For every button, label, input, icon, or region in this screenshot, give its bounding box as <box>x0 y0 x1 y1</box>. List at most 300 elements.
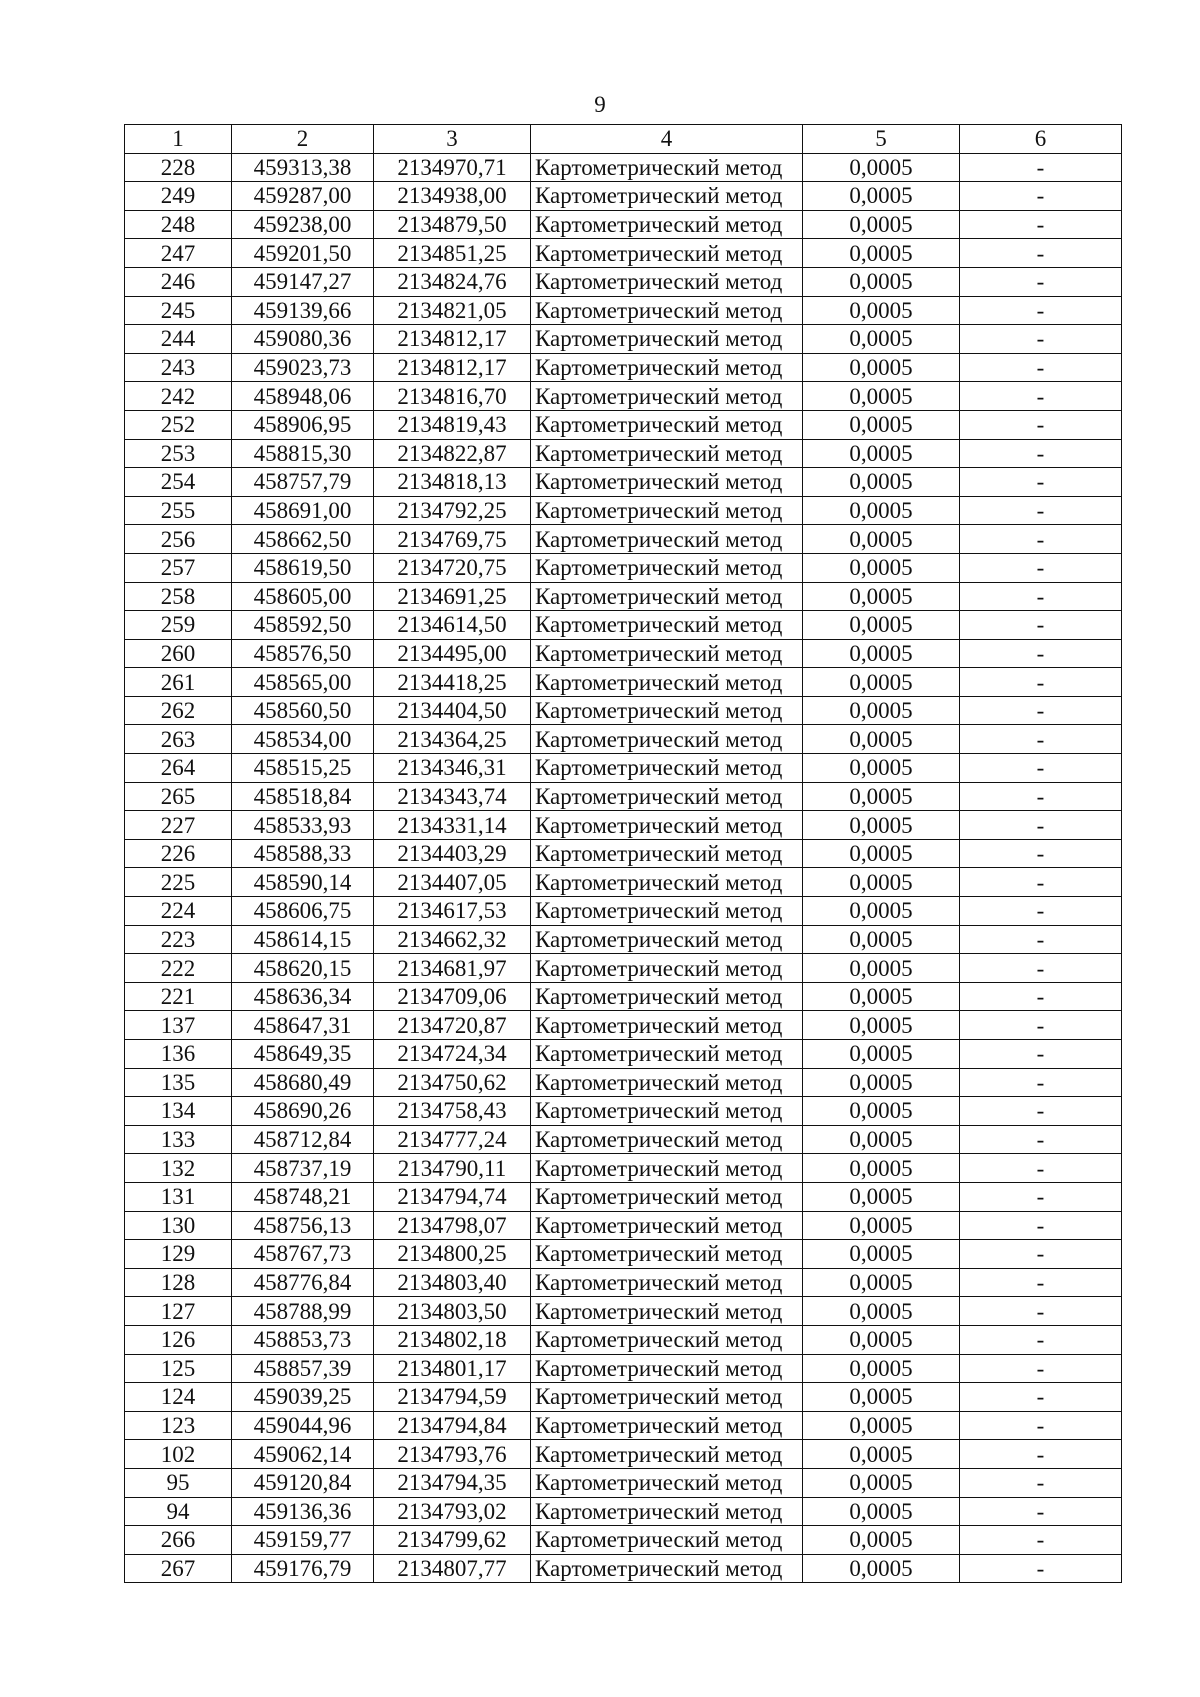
accuracy-cell: 0,0005 <box>803 725 960 754</box>
table-row <box>125 1040 1122 1069</box>
y-coordinate-cell: 2134681,97 <box>374 954 531 983</box>
method-cell: Картометрический метод <box>531 982 803 1011</box>
note-cell: - <box>960 1154 1122 1183</box>
y-coordinate-cell: 2134970,71 <box>374 153 531 182</box>
note-cell: - <box>960 410 1122 439</box>
accuracy-cell: 0,0005 <box>803 1011 960 1040</box>
point-number-cell: 265 <box>125 782 232 811</box>
point-number-cell: 135 <box>125 1068 232 1097</box>
x-coordinate-cell: 459136,36 <box>232 1497 374 1526</box>
method-cell: Картометрический метод <box>531 668 803 697</box>
y-coordinate-cell: 2134418,25 <box>374 668 531 697</box>
x-coordinate-cell: 458748,21 <box>232 1182 374 1211</box>
x-coordinate-cell: 458647,31 <box>232 1011 374 1040</box>
note-cell: - <box>960 1125 1122 1154</box>
y-coordinate-cell: 2134798,07 <box>374 1211 531 1240</box>
accuracy-cell: 0,0005 <box>803 839 960 868</box>
table-row <box>125 410 1122 439</box>
y-coordinate-cell: 2134407,05 <box>374 868 531 897</box>
x-coordinate-cell: 458560,50 <box>232 696 374 725</box>
x-coordinate-cell: 458515,25 <box>232 754 374 783</box>
note-cell: - <box>960 782 1122 811</box>
x-coordinate-cell: 458614,15 <box>232 925 374 954</box>
x-coordinate-cell: 458588,33 <box>232 839 374 868</box>
point-number-cell: 245 <box>125 296 232 325</box>
y-coordinate-cell: 2134769,75 <box>374 525 531 554</box>
note-cell: - <box>960 382 1122 411</box>
note-cell: - <box>960 553 1122 582</box>
table-row <box>125 1154 1122 1183</box>
x-coordinate-cell: 459147,27 <box>232 267 374 296</box>
table-row <box>125 1240 1122 1269</box>
accuracy-cell: 0,0005 <box>803 1526 960 1555</box>
point-number-cell: 137 <box>125 1011 232 1040</box>
method-cell: Картометрический метод <box>531 782 803 811</box>
table-row <box>125 353 1122 382</box>
y-coordinate-cell: 2134495,00 <box>374 639 531 668</box>
note-cell: - <box>960 1068 1122 1097</box>
y-coordinate-cell: 2134777,24 <box>374 1125 531 1154</box>
note-cell: - <box>960 496 1122 525</box>
accuracy-cell: 0,0005 <box>803 325 960 354</box>
table-row <box>125 1325 1122 1354</box>
table-row <box>125 754 1122 783</box>
point-number-cell: 246 <box>125 267 232 296</box>
note-cell: - <box>960 1440 1122 1469</box>
point-number-cell: 259 <box>125 611 232 640</box>
point-number-cell: 134 <box>125 1097 232 1126</box>
x-coordinate-cell: 458619,50 <box>232 553 374 582</box>
note-cell: - <box>960 1011 1122 1040</box>
point-number-cell: 242 <box>125 382 232 411</box>
accuracy-cell: 0,0005 <box>803 1211 960 1240</box>
table-header <box>125 125 1122 154</box>
point-number-cell: 257 <box>125 553 232 582</box>
y-coordinate-cell: 2134614,50 <box>374 611 531 640</box>
table-row <box>125 1097 1122 1126</box>
y-coordinate-cell: 2134720,87 <box>374 1011 531 1040</box>
y-coordinate-cell: 2134343,74 <box>374 782 531 811</box>
note-cell: - <box>960 239 1122 268</box>
method-cell: Картометрический метод <box>531 639 803 668</box>
y-coordinate-cell: 2134879,50 <box>374 210 531 239</box>
y-coordinate-cell: 2134724,34 <box>374 1040 531 1069</box>
point-number-cell: 255 <box>125 496 232 525</box>
table-row <box>125 1011 1122 1040</box>
point-number-cell: 124 <box>125 1383 232 1412</box>
y-coordinate-cell: 2134794,74 <box>374 1182 531 1211</box>
y-coordinate-cell: 2134790,11 <box>374 1154 531 1183</box>
table-row <box>125 1554 1122 1583</box>
point-number-cell: 226 <box>125 839 232 868</box>
method-cell: Картометрический метод <box>531 325 803 354</box>
y-coordinate-cell: 2134807,77 <box>374 1554 531 1583</box>
x-coordinate-cell: 458662,50 <box>232 525 374 554</box>
x-coordinate-cell: 458636,34 <box>232 982 374 1011</box>
table-row <box>125 496 1122 525</box>
note-cell: - <box>960 267 1122 296</box>
point-number-cell: 123 <box>125 1411 232 1440</box>
accuracy-cell: 0,0005 <box>803 1240 960 1269</box>
accuracy-cell: 0,0005 <box>803 1268 960 1297</box>
point-number-cell: 263 <box>125 725 232 754</box>
x-coordinate-cell: 459176,79 <box>232 1554 374 1583</box>
table-row <box>125 668 1122 697</box>
note-cell: - <box>960 668 1122 697</box>
point-number-cell: 258 <box>125 582 232 611</box>
method-cell: Картометрический метод <box>531 925 803 954</box>
method-cell: Картометрический метод <box>531 210 803 239</box>
accuracy-cell: 0,0005 <box>803 897 960 926</box>
accuracy-cell: 0,0005 <box>803 1325 960 1354</box>
x-coordinate-cell: 459120,84 <box>232 1468 374 1497</box>
method-cell: Картометрический метод <box>531 1325 803 1354</box>
table-row <box>125 811 1122 840</box>
table-row <box>125 954 1122 983</box>
note-cell: - <box>960 1497 1122 1526</box>
point-number-cell: 262 <box>125 696 232 725</box>
table-body <box>125 153 1122 1583</box>
point-number-cell: 266 <box>125 1526 232 1555</box>
x-coordinate-cell: 458620,15 <box>232 954 374 983</box>
y-coordinate-cell: 2134803,50 <box>374 1297 531 1326</box>
point-number-cell: 125 <box>125 1354 232 1383</box>
x-coordinate-cell: 459313,38 <box>232 153 374 182</box>
table-row <box>125 267 1122 296</box>
point-number-cell: 228 <box>125 153 232 182</box>
table-row <box>125 1440 1122 1469</box>
point-number-cell: 133 <box>125 1125 232 1154</box>
note-cell: - <box>960 1240 1122 1269</box>
method-cell: Картометрический метод <box>531 754 803 783</box>
table-row <box>125 925 1122 954</box>
header-cell-6: 6 <box>960 125 1122 154</box>
method-cell: Картометрический метод <box>531 353 803 382</box>
y-coordinate-cell: 2134801,17 <box>374 1354 531 1383</box>
table-row <box>125 1411 1122 1440</box>
header-cell-5: 5 <box>803 125 960 154</box>
note-cell: - <box>960 582 1122 611</box>
page-number: 9 <box>594 92 606 117</box>
method-cell: Картометрический метод <box>531 525 803 554</box>
y-coordinate-cell: 2134709,06 <box>374 982 531 1011</box>
note-cell: - <box>960 839 1122 868</box>
accuracy-cell: 0,0005 <box>803 1354 960 1383</box>
table-row <box>125 1468 1122 1497</box>
note-cell: - <box>960 1182 1122 1211</box>
note-cell: - <box>960 439 1122 468</box>
table-row <box>125 582 1122 611</box>
table-row <box>125 325 1122 354</box>
method-cell: Картометрический метод <box>531 1383 803 1412</box>
note-cell: - <box>960 325 1122 354</box>
point-number-cell: 227 <box>125 811 232 840</box>
note-cell: - <box>960 296 1122 325</box>
x-coordinate-cell: 458853,73 <box>232 1325 374 1354</box>
x-coordinate-cell: 458649,35 <box>232 1040 374 1069</box>
accuracy-cell: 0,0005 <box>803 754 960 783</box>
point-number-cell: 222 <box>125 954 232 983</box>
y-coordinate-cell: 2134617,53 <box>374 897 531 926</box>
method-cell: Картометрический метод <box>531 410 803 439</box>
method-cell: Картометрический метод <box>531 553 803 582</box>
method-cell: Картометрический метод <box>531 1268 803 1297</box>
note-cell: - <box>960 1268 1122 1297</box>
y-coordinate-cell: 2134793,02 <box>374 1497 531 1526</box>
accuracy-cell: 0,0005 <box>803 1297 960 1326</box>
accuracy-cell: 0,0005 <box>803 382 960 411</box>
accuracy-cell: 0,0005 <box>803 182 960 211</box>
point-number-cell: 248 <box>125 210 232 239</box>
note-cell: - <box>960 1097 1122 1126</box>
note-cell: - <box>960 868 1122 897</box>
accuracy-cell: 0,0005 <box>803 496 960 525</box>
x-coordinate-cell: 458680,49 <box>232 1068 374 1097</box>
accuracy-cell: 0,0005 <box>803 1440 960 1469</box>
note-cell: - <box>960 1468 1122 1497</box>
table-row <box>125 1068 1122 1097</box>
point-number-cell: 136 <box>125 1040 232 1069</box>
method-cell: Картометрический метод <box>531 1211 803 1240</box>
note-cell: - <box>960 811 1122 840</box>
accuracy-cell: 0,0005 <box>803 353 960 382</box>
method-cell: Картометрический метод <box>531 1240 803 1269</box>
y-coordinate-cell: 2134720,75 <box>374 553 531 582</box>
accuracy-cell: 0,0005 <box>803 582 960 611</box>
method-cell: Картометрический метод <box>531 1068 803 1097</box>
table-row <box>125 296 1122 325</box>
method-cell: Картометрический метод <box>531 182 803 211</box>
accuracy-cell: 0,0005 <box>803 410 960 439</box>
table-row <box>125 1211 1122 1240</box>
point-number-cell: 95 <box>125 1468 232 1497</box>
y-coordinate-cell: 2134816,70 <box>374 382 531 411</box>
method-cell: Картометрический метод <box>531 897 803 926</box>
table-row <box>125 1297 1122 1326</box>
point-number-cell: 254 <box>125 468 232 497</box>
note-cell: - <box>960 1526 1122 1555</box>
table-row <box>125 382 1122 411</box>
point-number-cell: 260 <box>125 639 232 668</box>
method-cell: Картометрический метод <box>531 811 803 840</box>
x-coordinate-cell: 458592,50 <box>232 611 374 640</box>
method-cell: Картометрический метод <box>531 1154 803 1183</box>
accuracy-cell: 0,0005 <box>803 925 960 954</box>
method-cell: Картометрический метод <box>531 267 803 296</box>
note-cell: - <box>960 925 1122 954</box>
note-cell: - <box>960 525 1122 554</box>
note-cell: - <box>960 1411 1122 1440</box>
note-cell: - <box>960 611 1122 640</box>
accuracy-cell: 0,0005 <box>803 611 960 640</box>
x-coordinate-cell: 458533,93 <box>232 811 374 840</box>
method-cell: Картометрический метод <box>531 496 803 525</box>
note-cell: - <box>960 954 1122 983</box>
y-coordinate-cell: 2134404,50 <box>374 696 531 725</box>
x-coordinate-cell: 458534,00 <box>232 725 374 754</box>
x-coordinate-cell: 458606,75 <box>232 897 374 926</box>
method-cell: Картометрический метод <box>531 611 803 640</box>
x-coordinate-cell: 459287,00 <box>232 182 374 211</box>
accuracy-cell: 0,0005 <box>803 525 960 554</box>
y-coordinate-cell: 2134331,14 <box>374 811 531 840</box>
table-row <box>125 525 1122 554</box>
x-coordinate-cell: 458906,95 <box>232 410 374 439</box>
accuracy-cell: 0,0005 <box>803 668 960 697</box>
method-cell: Картометрический метод <box>531 1097 803 1126</box>
table-row <box>125 1268 1122 1297</box>
note-cell: - <box>960 754 1122 783</box>
x-coordinate-cell: 458756,13 <box>232 1211 374 1240</box>
y-coordinate-cell: 2134824,76 <box>374 267 531 296</box>
x-coordinate-cell: 458590,14 <box>232 868 374 897</box>
point-number-cell: 223 <box>125 925 232 954</box>
table-row <box>125 1383 1122 1412</box>
method-cell: Картометрический метод <box>531 296 803 325</box>
y-coordinate-cell: 2134818,13 <box>374 468 531 497</box>
note-cell: - <box>960 468 1122 497</box>
method-cell: Картометрический метод <box>531 954 803 983</box>
accuracy-cell: 0,0005 <box>803 954 960 983</box>
y-coordinate-cell: 2134821,05 <box>374 296 531 325</box>
accuracy-cell: 0,0005 <box>803 296 960 325</box>
table-row <box>125 1497 1122 1526</box>
point-number-cell: 243 <box>125 353 232 382</box>
x-coordinate-cell: 459201,50 <box>232 239 374 268</box>
table-row <box>125 1182 1122 1211</box>
method-cell: Картометрический метод <box>531 1297 803 1326</box>
x-coordinate-cell: 458712,84 <box>232 1125 374 1154</box>
method-cell: Картометрический метод <box>531 382 803 411</box>
accuracy-cell: 0,0005 <box>803 868 960 897</box>
point-number-cell: 247 <box>125 239 232 268</box>
y-coordinate-cell: 2134794,84 <box>374 1411 531 1440</box>
accuracy-cell: 0,0005 <box>803 553 960 582</box>
table-row <box>125 239 1122 268</box>
table-row <box>125 897 1122 926</box>
note-cell: - <box>960 1211 1122 1240</box>
method-cell: Картометрический метод <box>531 468 803 497</box>
accuracy-cell: 0,0005 <box>803 639 960 668</box>
x-coordinate-cell: 458690,26 <box>232 1097 374 1126</box>
table-row <box>125 210 1122 239</box>
note-cell: - <box>960 1554 1122 1583</box>
point-number-cell: 130 <box>125 1211 232 1240</box>
header-cell-3: 3 <box>374 125 531 154</box>
y-coordinate-cell: 2134802,18 <box>374 1325 531 1354</box>
accuracy-cell: 0,0005 <box>803 1125 960 1154</box>
accuracy-cell: 0,0005 <box>803 153 960 182</box>
table-row <box>125 153 1122 182</box>
x-coordinate-cell: 459159,77 <box>232 1526 374 1555</box>
table-row <box>125 468 1122 497</box>
point-number-cell: 253 <box>125 439 232 468</box>
point-number-cell: 126 <box>125 1325 232 1354</box>
method-cell: Картометрический метод <box>531 839 803 868</box>
y-coordinate-cell: 2134799,62 <box>374 1526 531 1555</box>
x-coordinate-cell: 458857,39 <box>232 1354 374 1383</box>
point-number-cell: 256 <box>125 525 232 554</box>
note-cell: - <box>960 897 1122 926</box>
accuracy-cell: 0,0005 <box>803 439 960 468</box>
note-cell: - <box>960 210 1122 239</box>
table-row <box>125 439 1122 468</box>
point-number-cell: 224 <box>125 897 232 926</box>
table-row <box>125 639 1122 668</box>
note-cell: - <box>960 1297 1122 1326</box>
note-cell: - <box>960 1325 1122 1354</box>
method-cell: Картометрический метод <box>531 868 803 897</box>
note-cell: - <box>960 696 1122 725</box>
method-cell: Картометрический метод <box>531 1440 803 1469</box>
x-coordinate-cell: 459062,14 <box>232 1440 374 1469</box>
x-coordinate-cell: 458691,00 <box>232 496 374 525</box>
x-coordinate-cell: 458576,50 <box>232 639 374 668</box>
accuracy-cell: 0,0005 <box>803 210 960 239</box>
y-coordinate-cell: 2134819,43 <box>374 410 531 439</box>
x-coordinate-cell: 458788,99 <box>232 1297 374 1326</box>
x-coordinate-cell: 458776,84 <box>232 1268 374 1297</box>
y-coordinate-cell: 2134364,25 <box>374 725 531 754</box>
x-coordinate-cell: 458737,19 <box>232 1154 374 1183</box>
point-number-cell: 267 <box>125 1554 232 1583</box>
accuracy-cell: 0,0005 <box>803 1468 960 1497</box>
x-coordinate-cell: 459080,36 <box>232 325 374 354</box>
method-cell: Картометрический метод <box>531 1411 803 1440</box>
method-cell: Картометрический метод <box>531 1554 803 1583</box>
note-cell: - <box>960 639 1122 668</box>
point-number-cell: 132 <box>125 1154 232 1183</box>
method-cell: Картометрический метод <box>531 582 803 611</box>
x-coordinate-cell: 459023,73 <box>232 353 374 382</box>
note-cell: - <box>960 1354 1122 1383</box>
table-row <box>125 782 1122 811</box>
x-coordinate-cell: 458767,73 <box>232 1240 374 1269</box>
point-number-cell: 129 <box>125 1240 232 1269</box>
y-coordinate-cell: 2134750,62 <box>374 1068 531 1097</box>
method-cell: Картометрический метод <box>531 1526 803 1555</box>
table-row <box>125 611 1122 640</box>
table-row <box>125 182 1122 211</box>
x-coordinate-cell: 458815,30 <box>232 439 374 468</box>
point-number-cell: 128 <box>125 1268 232 1297</box>
table-row <box>125 1354 1122 1383</box>
point-number-cell: 261 <box>125 668 232 697</box>
accuracy-cell: 0,0005 <box>803 239 960 268</box>
method-cell: Картометрический метод <box>531 153 803 182</box>
accuracy-cell: 0,0005 <box>803 982 960 1011</box>
table-row <box>125 725 1122 754</box>
method-cell: Картометрический метод <box>531 1125 803 1154</box>
method-cell: Картометрический метод <box>531 1011 803 1040</box>
method-cell: Картометрический метод <box>531 1468 803 1497</box>
accuracy-cell: 0,0005 <box>803 1097 960 1126</box>
y-coordinate-cell: 2134794,59 <box>374 1383 531 1412</box>
table-row <box>125 1526 1122 1555</box>
header-cell-4: 4 <box>531 125 803 154</box>
y-coordinate-cell: 2134938,00 <box>374 182 531 211</box>
method-cell: Картометрический метод <box>531 1182 803 1211</box>
point-number-cell: 131 <box>125 1182 232 1211</box>
accuracy-cell: 0,0005 <box>803 1182 960 1211</box>
note-cell: - <box>960 982 1122 1011</box>
table-row <box>125 982 1122 1011</box>
y-coordinate-cell: 2134794,35 <box>374 1468 531 1497</box>
point-number-cell: 264 <box>125 754 232 783</box>
method-cell: Картометрический метод <box>531 1354 803 1383</box>
y-coordinate-cell: 2134403,29 <box>374 839 531 868</box>
accuracy-cell: 0,0005 <box>803 1497 960 1526</box>
